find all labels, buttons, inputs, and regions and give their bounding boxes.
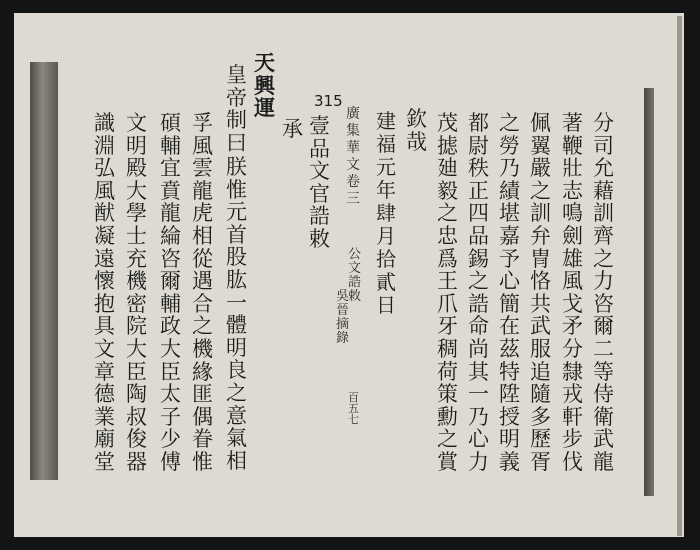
glyph: 文 <box>94 336 115 361</box>
glyph: 分 <box>593 111 614 135</box>
glyph: 陞 <box>499 382 520 407</box>
glyph: 文 <box>309 159 330 184</box>
glyph: 其 <box>468 359 489 384</box>
glyph: 太 <box>160 382 181 407</box>
glyph: 機 <box>126 269 147 294</box>
glyph: 風 <box>562 269 583 294</box>
glyph: 官 <box>309 181 330 206</box>
glyph: 戎 <box>562 382 583 407</box>
text-column-2 <box>562 112 583 474</box>
glyph: 具 <box>94 314 115 339</box>
decree-column-4 <box>126 112 147 474</box>
glyph: 良 <box>226 358 247 383</box>
glyph: 賁 <box>160 178 181 203</box>
glyph: 多 <box>530 404 551 429</box>
left-binding-shadow <box>30 62 58 480</box>
glyph: 俊 <box>126 427 147 452</box>
glyph: 齊 <box>593 223 614 248</box>
decree-column-5 <box>94 112 115 474</box>
glyph: 堂 <box>94 449 115 474</box>
glyph: 侍 <box>593 382 614 407</box>
glyph: 心 <box>468 427 489 452</box>
glyph: 福 <box>376 132 396 156</box>
glyph: 毅 <box>437 178 458 203</box>
cheng-char <box>282 118 303 141</box>
glyph: 矛 <box>562 314 583 339</box>
decree-column-2 <box>192 112 213 474</box>
decree-column-1 <box>226 156 247 472</box>
glyph: 伐 <box>562 449 583 474</box>
glyph: 咨 <box>160 246 181 271</box>
glyph: 茲 <box>499 336 520 361</box>
glyph: 德 <box>94 382 115 407</box>
glyph: 運 <box>254 95 275 121</box>
glyph: 咨 <box>593 291 614 316</box>
decree-column-3 <box>160 112 181 474</box>
glyph: 勞 <box>499 133 520 158</box>
glyph: 遇 <box>192 269 213 294</box>
glyph: 惟 <box>192 449 213 474</box>
glyph: 惟 <box>226 177 247 202</box>
glyph: 步 <box>562 427 583 452</box>
glyph: 元 <box>376 155 396 179</box>
glyph: 抱 <box>94 291 115 316</box>
glyph: 雲 <box>192 156 213 181</box>
glyph: 之 <box>468 269 489 294</box>
emperor-decree-opening <box>226 64 247 154</box>
glyph: 淵 <box>94 133 115 158</box>
glyph: 凝 <box>94 223 115 248</box>
glyph: 股 <box>226 245 247 270</box>
glyph: 四 <box>468 201 489 226</box>
glyph: 學 <box>126 201 147 226</box>
glyph: 忠 <box>437 223 458 248</box>
glyph: 王 <box>437 269 458 294</box>
glyph: 品 <box>468 223 489 248</box>
glyph: 命 <box>468 314 489 339</box>
glyph: 予 <box>499 246 520 271</box>
glyph: 貳 <box>376 270 396 294</box>
glyph: 之 <box>593 246 614 271</box>
glyph: 龍 <box>192 178 213 203</box>
glyph: 碩 <box>160 111 181 135</box>
closing-phrase <box>406 108 427 153</box>
glyph: 日 <box>376 293 396 317</box>
glyph: 曰 <box>226 130 247 155</box>
glyph: 訓 <box>530 201 551 226</box>
glyph: 服 <box>530 336 551 361</box>
glyph: 華 <box>346 140 360 156</box>
glyph: 摘 <box>336 317 350 332</box>
glyph: 哉 <box>406 129 427 154</box>
glyph: 之 <box>437 427 458 452</box>
glyph: 共 <box>530 291 551 316</box>
glyph: 綸 <box>160 223 181 248</box>
tian-xing-yun <box>254 52 275 120</box>
glyph: 體 <box>226 313 247 338</box>
glyph: 義 <box>499 449 520 474</box>
section-label <box>348 248 361 304</box>
glyph: 司 <box>593 133 614 158</box>
glyph: 院 <box>126 314 147 339</box>
glyph: 隨 <box>530 382 551 407</box>
glyph: 孚 <box>192 111 213 135</box>
glyph: 器 <box>126 449 147 474</box>
glyph: 之 <box>499 111 520 135</box>
glyph: 晉 <box>336 303 350 318</box>
glyph: 隸 <box>562 359 583 384</box>
glyph: 壯 <box>562 156 583 181</box>
glyph: 風 <box>192 133 213 158</box>
glyph: 吳 <box>336 289 350 304</box>
glyph: 肱 <box>226 267 247 292</box>
glyph: 月 <box>376 224 396 248</box>
glyph: 文 <box>348 261 362 276</box>
glyph: 二 <box>593 336 614 361</box>
glyph: 軒 <box>562 404 583 429</box>
decree-date <box>376 110 396 317</box>
glyph: 嚴 <box>530 156 551 181</box>
glyph: 廣 <box>346 106 360 122</box>
glyph: 訓 <box>593 201 614 226</box>
glyph: 明 <box>226 335 247 360</box>
glyph: 元 <box>226 200 247 225</box>
glyph: 力 <box>468 449 489 474</box>
text-column-5 <box>468 112 489 474</box>
glyph: 心 <box>499 269 520 294</box>
glyph: 戈 <box>562 291 583 316</box>
glyph: 意 <box>226 403 247 428</box>
glyph: 叔 <box>126 404 147 429</box>
glyph: 帝 <box>226 85 247 110</box>
glyph: 首 <box>226 222 247 247</box>
glyph: 鳴 <box>562 201 583 226</box>
glyph: 策 <box>437 382 458 407</box>
glyph: 百 <box>348 391 359 404</box>
glyph: 弘 <box>94 156 115 181</box>
glyph: 敕 <box>309 226 330 251</box>
glyph: 之 <box>192 314 213 339</box>
glyph: 大 <box>160 336 181 361</box>
glyph: 天 <box>254 50 275 75</box>
glyph: 風 <box>94 178 115 203</box>
glyph: 一 <box>226 290 247 315</box>
glyph: 翼 <box>530 133 551 158</box>
glyph: 公 <box>348 247 362 262</box>
glyph: 充 <box>126 246 147 271</box>
glyph: 五 <box>348 402 359 415</box>
glyph: 之 <box>437 201 458 226</box>
glyph: 乃 <box>468 404 489 429</box>
glyph: 制 <box>226 108 247 133</box>
book-title <box>346 106 360 208</box>
text-column-4 <box>499 112 520 474</box>
glyph: 傅 <box>160 449 181 474</box>
glyph: 劍 <box>562 223 583 248</box>
glyph: 爪 <box>437 291 458 316</box>
glyph: 士 <box>126 223 147 248</box>
page-edge <box>677 16 682 536</box>
glyph: 大 <box>126 336 147 361</box>
glyph: 陶 <box>126 382 147 407</box>
glyph: 肆 <box>376 201 396 225</box>
glyph: 虎 <box>192 201 213 226</box>
glyph: 明 <box>126 133 147 158</box>
glyph: 猷 <box>94 201 115 226</box>
glyph: 摅 <box>437 133 458 158</box>
compiler-credit <box>336 290 349 346</box>
glyph: 年 <box>376 178 396 202</box>
glyph: 欽 <box>406 107 427 131</box>
glyph: 誥 <box>309 204 330 229</box>
glyph: 章 <box>94 359 115 384</box>
glyph: 拾 <box>376 247 396 271</box>
text-column-1 <box>593 112 614 474</box>
glyph: 武 <box>593 427 614 452</box>
glyph: 輔 <box>160 291 181 316</box>
glyph: 業 <box>94 404 115 429</box>
glyph: 文 <box>126 111 147 135</box>
glyph: 少 <box>160 427 181 452</box>
glyph: 文 <box>346 157 360 173</box>
glyph: 輔 <box>160 133 181 158</box>
glyph: 之 <box>530 178 551 203</box>
decree-title <box>309 115 330 251</box>
glyph: 建 <box>376 109 396 133</box>
glyph: 遠 <box>94 246 115 271</box>
glyph: 廟 <box>94 427 115 452</box>
glyph: 之 <box>226 380 247 405</box>
glyph: 簡 <box>499 291 520 316</box>
glyph: 冑 <box>530 246 551 271</box>
glyph: 錫 <box>468 246 489 271</box>
glyph: 授 <box>499 404 520 429</box>
glyph: 鞭 <box>562 133 583 158</box>
glyph: 茂 <box>437 111 458 135</box>
glyph: 子 <box>160 404 181 429</box>
glyph: 殿 <box>126 156 147 181</box>
glyph: 龍 <box>160 201 181 226</box>
glyph: 敕 <box>348 289 362 304</box>
glyph: 卷 <box>346 174 360 190</box>
text-column-6 <box>437 112 458 474</box>
glyph: 尚 <box>468 336 489 361</box>
folio-number <box>348 392 359 425</box>
glyph: 衛 <box>593 404 614 429</box>
glyph: 正 <box>468 178 489 203</box>
glyph: 力 <box>593 269 614 294</box>
glyph: 相 <box>192 223 213 248</box>
glyph: 承 <box>282 117 303 141</box>
glyph: 在 <box>499 314 520 339</box>
glyph: 品 <box>309 136 330 161</box>
glyph: 龍 <box>593 449 614 474</box>
glyph: 堪 <box>499 201 520 226</box>
glyph: 廸 <box>437 156 458 181</box>
glyph: 藉 <box>593 178 614 203</box>
glyph: 爾 <box>160 269 181 294</box>
glyph: 識 <box>94 111 115 135</box>
glyph: 尉 <box>468 133 489 158</box>
glyph: 一 <box>468 382 489 407</box>
right-binding-shadow <box>644 88 654 496</box>
glyph: 機 <box>192 336 213 361</box>
glyph: 都 <box>468 111 489 135</box>
glyph: 胥 <box>530 449 551 474</box>
glyph: 七 <box>348 413 359 426</box>
glyph: 懷 <box>94 269 115 294</box>
glyph: 分 <box>562 336 583 361</box>
glyph: 密 <box>126 291 147 316</box>
text-column-3 <box>530 112 551 474</box>
glyph: 從 <box>192 246 213 271</box>
glyph: 政 <box>160 314 181 339</box>
glyph: 三 <box>346 191 360 207</box>
glyph: 明 <box>499 427 520 452</box>
glyph: 朕 <box>226 155 247 179</box>
glyph: 荷 <box>437 359 458 384</box>
glyph: 勳 <box>437 404 458 429</box>
glyph: 宜 <box>160 156 181 181</box>
glyph: 允 <box>593 156 614 181</box>
glyph: 皇 <box>226 63 247 87</box>
glyph: 武 <box>530 314 551 339</box>
glyph: 臣 <box>160 359 181 384</box>
glyph: 相 <box>226 448 247 473</box>
glyph: 雄 <box>562 246 583 271</box>
glyph: 弁 <box>530 223 551 248</box>
glyph: 壹 <box>309 114 330 138</box>
glyph: 秩 <box>468 156 489 181</box>
glyph: 匪 <box>192 382 213 407</box>
glyph: 氣 <box>226 426 247 451</box>
glyph: 乃 <box>499 156 520 181</box>
glyph: 績 <box>499 178 520 203</box>
glyph: 爾 <box>593 314 614 339</box>
glyph: 臣 <box>126 359 147 384</box>
glyph: 追 <box>530 359 551 384</box>
glyph: 著 <box>562 111 583 135</box>
glyph: 歷 <box>530 427 551 452</box>
glyph: 合 <box>192 291 213 316</box>
glyph: 集 <box>346 123 360 139</box>
glyph: 稠 <box>437 336 458 361</box>
page-number: 315 <box>314 92 343 110</box>
glyph: 誥 <box>348 275 362 290</box>
glyph: 恪 <box>530 269 551 294</box>
glyph: 特 <box>499 359 520 384</box>
glyph: 佩 <box>530 111 551 135</box>
glyph: 嘉 <box>499 223 520 248</box>
glyph: 大 <box>126 178 147 203</box>
glyph: 牙 <box>437 314 458 339</box>
glyph: 偶 <box>192 404 213 429</box>
glyph: 誥 <box>468 291 489 316</box>
glyph: 眷 <box>192 427 213 452</box>
glyph: 錄 <box>336 331 350 346</box>
glyph: 興 <box>254 72 275 98</box>
glyph: 志 <box>562 178 583 203</box>
glyph: 賞 <box>437 449 458 474</box>
glyph: 爲 <box>437 246 458 271</box>
glyph: 緣 <box>192 359 213 384</box>
glyph: 等 <box>593 359 614 384</box>
